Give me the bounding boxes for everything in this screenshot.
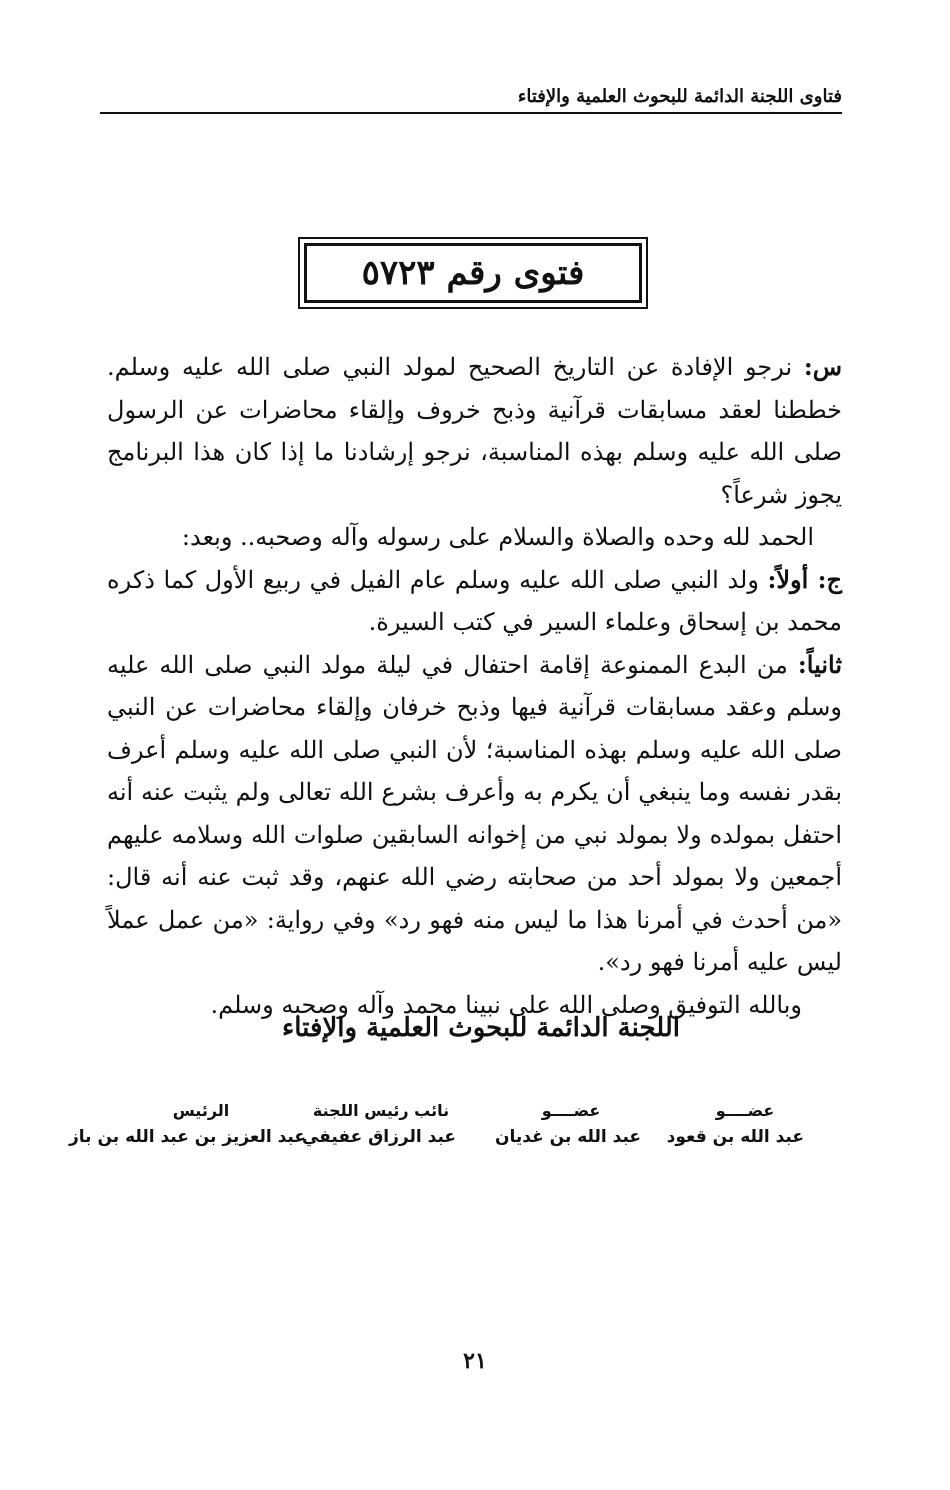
- answer-second-paragraph: [107, 644, 842, 984]
- signature-vice-chairman: [301, 1100, 456, 1152]
- signature-role: نائب رئيس اللجنة: [312, 1101, 450, 1120]
- signature-block: [69, 1100, 804, 1160]
- fatwa-body: [107, 346, 842, 1026]
- page-number: ٢١: [463, 1348, 487, 1374]
- answer-second-text: من البدع الممنوعة إقامة احتفال في ليلة مولد النبي صلى الله عليه وسلم وعقد مسابقات قرآنية فيها وذبح خرفان وإلقاء محاضرات عن النبي صلى الله عليه وسلم بهذه المناسبة؛ لأن النبي صلى الله عليه وسلم أعرف بقدر نفسه وما ينبغي أن يكرم به وأعرف بشرع الله تعالى ولم يثبت عنه أنه احتفل بمولده ولا بمولد نبي من إخوانه السابقين صلوات الله وسلامه عليهم أجمعين ولا بمولد أحد من صحابته رضي الله عنهم، وقد ثبت عنه أنه قال: «من أحدث في أمرنا هذا ما ليس منه فهو رد» وفي رواية: «من عمل عملاً ليس عليه أمرنا فهو رد».: [107, 650, 842, 976]
- answer-first-lead: ج: أولاً:: [767, 564, 842, 594]
- answer-first-paragraph: [107, 559, 842, 644]
- signature-member-2: [666, 1100, 804, 1152]
- signature-member-1: [495, 1100, 641, 1152]
- closing-paragraph: وبالله التوفيق وصلى الله على نبينا محمد وآله وصحبه وسلم.: [210, 990, 802, 1019]
- answer-first-text: ولد النبي صلى الله عليه وسلم عام الفيل في ربيع الأول كما ذكره محمد بن إسحاق وعلماء السير في كتب السيرة.: [107, 565, 842, 636]
- signature-name: عبد الله بن غديان: [495, 1127, 641, 1147]
- signature-name: عبد العزيز بن عبد الله بن باز: [69, 1127, 306, 1147]
- signature-name: عبد الله بن قعود: [666, 1127, 804, 1147]
- committee-name: اللجنة الدائمة للبحوث العلمية والإفتاء: [282, 1013, 680, 1043]
- question-paragraph: [107, 346, 842, 516]
- running-header-text: فتاوى اللجنة الدائمة للبحوث العلمية والإفتاء: [514, 86, 842, 107]
- signature-role: عضــــو: [715, 1101, 775, 1120]
- signature-name: عبد الرزاق عفيفي: [301, 1127, 456, 1147]
- running-header: [100, 82, 842, 114]
- signature-role: الرئيس: [172, 1101, 230, 1120]
- question-text: نرجو الإفادة عن التاريخ الصحيح لمولد النبي صلى الله عليه وسلم. خططنا لعقد مسابقات قرآنية وذبح خروف وإلقاء محاضرات عن الرسول صلى الله عليه وسلم بهذه المناسبة، نرجو إرشادنا ما إذا كان هذا البرنامج يجوز شرعاً؟: [107, 353, 842, 509]
- answer-second-lead: ثانياً:: [797, 649, 842, 679]
- signature-chairman: [69, 1100, 306, 1152]
- question-lead: س:: [803, 352, 842, 381]
- fatwa-title: فتوى رقم ٥٧٢٣: [304, 243, 642, 303]
- fatwa-title-frame: [298, 237, 648, 309]
- opening-paragraph: الحمد لله وحده والصلاة والسلام على رسوله وآله وصحبه.. وبعد:: [181, 523, 814, 551]
- signature-role: عضــــو: [541, 1101, 601, 1120]
